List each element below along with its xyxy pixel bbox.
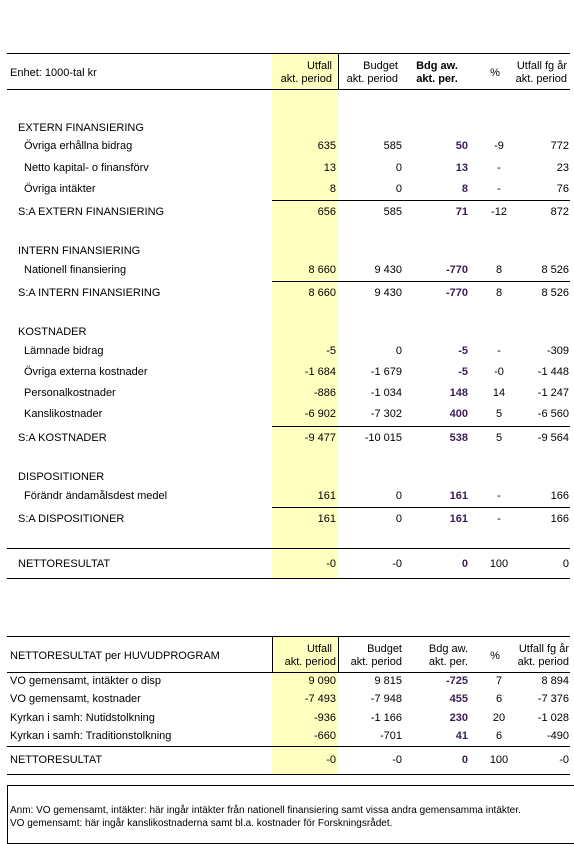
budget-value: 0 [395,162,402,174]
row-label: Lämnade bidrag [24,345,104,357]
row-label: Förändr ändamålsdest medel [24,490,168,502]
pct-value: - [497,345,501,357]
pct-value: - [497,162,501,174]
sum-label: S:A DISPOSITIONER [18,513,125,525]
fg-value: -7 376 [537,693,569,705]
pct-value: 14 [492,387,506,399]
section-title: KOSTNADER [18,326,87,338]
bdg-value: 455 [449,693,468,705]
budget-value: -0 [392,558,402,570]
fg-value: 8 526 [541,264,569,276]
pct-value: - [497,183,501,195]
bdg-value: -770 [445,287,468,299]
sum-rule [272,200,570,201]
budget-value: 9 815 [374,675,402,687]
utfall-value: -0 [326,754,336,766]
pct-value: 6 [495,693,503,705]
sum-rule [272,281,570,282]
utfall-value: 656 [317,206,336,218]
header-fg-2: akt. period [517,656,569,668]
utfall-value: -6 902 [304,408,336,420]
bdg-value: 161 [449,513,468,525]
budget-value: -10 015 [364,432,402,444]
table2-netto-top-rule [7,746,570,747]
pct-value: 100 [489,754,509,766]
budget-value: 0 [395,513,402,525]
bdg-value: 400 [449,408,468,420]
header-utfall-2: akt. period [280,73,332,85]
bdg-value: -725 [445,675,468,687]
utfall-value: -0 [326,558,336,570]
fg-value: 8 526 [541,287,569,299]
pct-value: -12 [491,206,507,218]
budget-value: 9 430 [374,264,402,276]
fg-value: -1 448 [537,366,569,378]
utfall-value: -886 [313,387,336,399]
bdg-value: 8 [461,183,468,195]
fg-value: -9 564 [537,432,569,444]
bdg-value: 50 [455,140,468,152]
bdg-value: 71 [455,206,468,218]
row-label: Personalkostnader [24,387,116,399]
budget-value: -7 948 [370,693,402,705]
row-label: Övriga intäkter [24,183,96,195]
header-budget-1: Budget [367,643,402,655]
bdg-value: -5 [458,366,468,378]
fg-value: 166 [550,513,569,525]
pct-value: 100 [489,558,509,570]
sum-label: S:A EXTERN FINANSIERING [18,206,165,218]
budget-value: -1 679 [370,366,402,378]
netto-label: NETTORESULTAT [18,558,111,570]
utfall-value: -1 684 [304,366,336,378]
fg-value: 872 [550,206,569,218]
bdg-value: 41 [455,730,468,742]
fg-value: -309 [546,345,569,357]
bdg-value: 161 [449,490,468,502]
bdg-value: 148 [449,387,468,399]
netto-top-rule [7,548,570,549]
fg-value: -490 [546,730,569,742]
budget-value: -1 034 [370,387,402,399]
row-label: Kyrkan i samh: Traditionstolkning [10,730,172,742]
netto-label: NETTORESULTAT [10,754,103,766]
utfall-value: 8 660 [308,287,336,299]
section-title: EXTERN FINANSIERING [18,122,144,134]
header-pct: % [490,67,500,79]
pct-value: 8 [495,264,503,276]
table1-header-rule [7,89,570,90]
row-label: Nationell finansiering [24,264,127,276]
table2-title: NETTORESULTAT per HUVUDPROGRAM [10,650,220,662]
sum-rule [272,426,570,427]
row-label: VO gemensamt, kostnader [10,693,141,705]
pct-value: - [497,513,501,525]
utfall-value: 8 660 [308,264,336,276]
utfall-value: -660 [313,730,336,742]
header-pct: % [490,650,500,662]
header-utfall-2: akt. period [284,656,336,668]
row-label: Övriga erhållna bidrag [24,140,133,152]
utfall-value: 635 [317,140,336,152]
header-bdg-1: Bdg aw. [428,643,468,655]
bdg-value: -770 [445,264,468,276]
bdg-value: 538 [449,432,468,444]
row-label: Kyrkan i samh: Nutidstolkning [10,712,155,724]
section-title: DISPOSITIONER [18,471,105,483]
budget-value: 0 [395,490,402,502]
header-budget-2: akt. period [350,656,402,668]
row-label: VO gemensamt, intäkter o disp [10,675,162,687]
table2-header-rule [7,672,570,673]
header-budget-2: akt. period [346,73,398,85]
budget-value: -0 [392,754,402,766]
pct-value: 6 [495,730,503,742]
note-box [7,785,574,844]
utfall-value: -9 477 [304,432,336,444]
budget-value: 9 430 [374,287,402,299]
header-fg-2: akt. period [515,73,567,85]
section-title: INTERN FINANSIERING [18,245,141,257]
budget-value: 0 [395,183,402,195]
bdg-value: 0 [461,558,468,570]
fg-value: -1 028 [537,712,569,724]
budget-value: 585 [383,140,402,152]
header-bdg-1: Bdg aw. [416,60,458,72]
sum-label: S:A INTERN FINANSIERING [18,287,161,299]
utfall-value: -7 493 [304,693,336,705]
bdg-value: 13 [455,162,468,174]
pct-value: - [497,490,501,502]
sum-rule [272,507,570,508]
bdg-value: 0 [461,754,468,766]
table2-bottom-rule [7,774,570,775]
utfall-value: 161 [317,490,336,502]
fg-value: -0 [559,754,569,766]
unit-label: Enhet: 1000-tal kr [10,67,97,79]
table1-top-rule [7,53,570,54]
pct-value: -0 [494,366,504,378]
pct-value: 5 [495,432,503,444]
table2-top-rule [7,636,570,637]
note-line-2: VO gemensamt: här ingår kanslikostnaderna samt bl.a. kostnader för Forskningsrådet. [10,818,393,829]
header-budget-1: Budget [363,60,398,72]
row-label: Kanslikostnader [24,408,103,420]
budget-value: 0 [395,345,402,357]
header-bdg-2: akt. per. [428,656,468,668]
budget-value: -701 [379,730,402,742]
header-utfall-1: Utfall [306,643,332,655]
header-fg-1: Utfall fg år [516,60,567,72]
fg-value: -1 247 [537,387,569,399]
utfall-value: -936 [313,712,336,724]
header-fg-1: Utfall fg år [518,643,569,655]
budget-value: -1 166 [370,712,402,724]
budget-value: 585 [383,206,402,218]
pct-value: 20 [492,712,506,724]
pct-value: 7 [495,675,503,687]
netto-bottom-rule [7,578,570,579]
note-line-1: Anm: VO gemensamt, intäkter: här ingår intäkter från nationell finansiering samt vissa andra gemensamma intäkter. [10,805,521,816]
sum-label: S:A KOSTNADER [18,432,107,444]
utfall-value: -5 [326,345,336,357]
fg-value: 23 [556,162,569,174]
fg-value: 772 [550,140,569,152]
utfall-value: 9 090 [308,675,336,687]
row-label: Övriga externa kostnader [24,366,148,378]
utfall-value: 13 [323,162,336,174]
pct-value: 8 [495,287,503,299]
utfall-value: 161 [317,513,336,525]
bdg-value: 230 [449,712,468,724]
header-bdg-2: akt. per. [416,73,458,85]
utfall-value: 8 [329,183,336,195]
pct-value: -9 [494,140,504,152]
fg-value: 8 894 [541,675,569,687]
pct-value: 5 [495,408,503,420]
budget-value: -7 302 [370,408,402,420]
fg-value: -6 560 [537,408,569,420]
header-utfall-1: Utfall [306,60,332,72]
bdg-value: -5 [458,345,468,357]
fg-value: 0 [562,558,569,570]
fg-value: 76 [556,183,569,195]
row-label: Netto kapital- o finansförv [24,162,149,174]
fg-value: 166 [550,490,569,502]
